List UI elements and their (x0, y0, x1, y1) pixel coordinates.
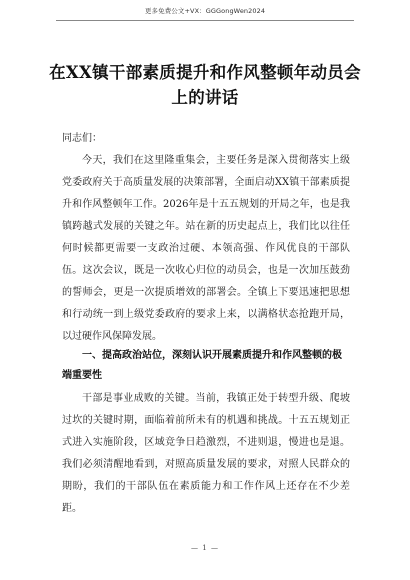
header-note: 更多免费公文+VX：GGGongWen2024 (144, 7, 266, 15)
paragraph-2: 干部是事业成败的关键。当前，我镇正处于转型升级、爬坡过坎的关键时期，面临着前所未有的机遇和挑战。十五五规划正式进入实施阶段，区域竞争日趋激烈，不进则退，慢进也是退。我们必须清醒地看到，对照高质量发展的要求，对照人民群众的期盼，我们的干部队伍在素质能力和工作作风上还存在不少差距。 (62, 393, 350, 514)
header-divider (56, 20, 354, 21)
document-title: 在XX镇干部素质提升和作风整顿年动员会上的讲话 (49, 63, 361, 107)
section-heading-1: 一、提高政治站位，深刻认识开展素质提升和作风整顿的极端重要性 (62, 350, 342, 381)
page-number: — 1 — (191, 544, 219, 552)
salutation: 同志们： (62, 133, 102, 144)
paragraph-1: 今天，我们在这里隆重集会，主要任务是深入贯彻落实上级党委政府关于高质量发展的决策部署，全面启动XX镇干部素质提升和作风整顿年工作。2026年是十五五规划的开局之年，也是我镇跨越式发展的关键之年。站在新的历史起点上，我们比以往任何时候都更需要一支政治过硬、本领高强、作风优良的干部队伍。这次会议，既是一次收心归位的动员会，也是一次加压鼓劲的誓师会，更是一次提质增效的部署会。全镇上下要迅速把思想和行动统一到上级党委政府的要求上来，以满格状态抢跑开局，以过硬作风保障发展。 (62, 155, 350, 342)
